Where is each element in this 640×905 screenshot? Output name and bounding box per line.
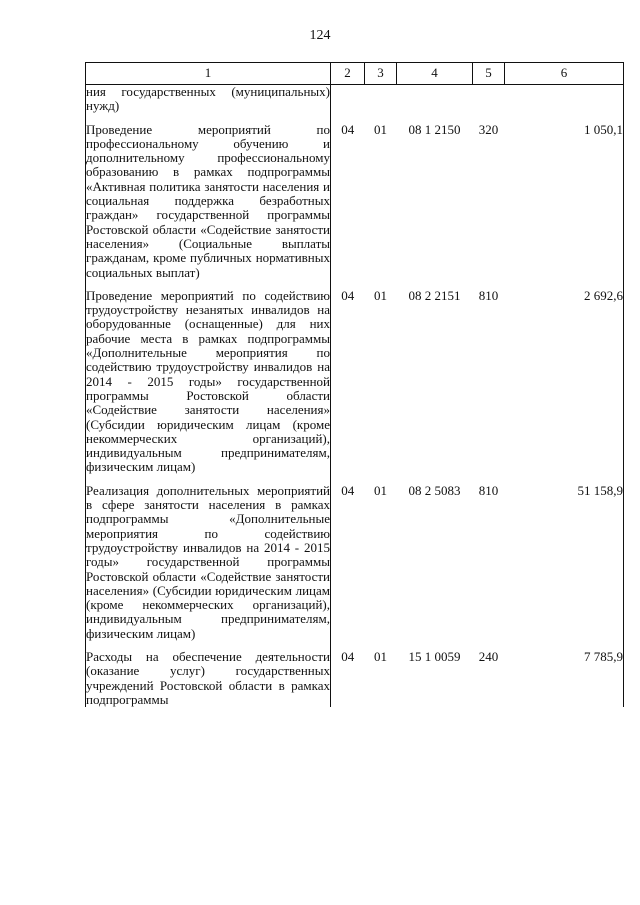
table-row: [86, 650, 624, 707]
row-description: Расходы на обеспечение деятельности (оказание услуг) государственных учреждений Ростовской области в рамках подпрограммы: [86, 648, 330, 707]
row-section: 04: [341, 482, 355, 498]
row-description: Реализация дополнительных мероприятий в сфере занятости населения в рамках подпрограммы «Дополнительные мероприятия по содействию трудоустройству инвалидов на 2014 - 2015 годы» государственной программы Ростовской области «Содействие занятости населения» (Субсидии юридическим лицам (кроме некоммерческих организаций), индивидуальным предпринимателям, физическим лицам): [86, 482, 330, 641]
row-expense-type: 320: [478, 121, 499, 137]
row-section: 04: [341, 287, 355, 303]
table-row: [86, 484, 624, 641]
row-section: 04: [341, 121, 355, 137]
row-target-article: 08 2 2151: [408, 287, 461, 303]
header-col-4: 4: [397, 63, 473, 85]
row-amount: 51 158,9: [505, 484, 624, 641]
row-section: [331, 85, 365, 114]
row-description: ния государственных (муниципальных) нужд): [86, 84, 330, 114]
row-target-article: 15 1 0059: [408, 648, 461, 664]
row-section: 04: [341, 648, 355, 664]
row-amount: [505, 85, 624, 114]
header-col-1: 1: [86, 63, 331, 85]
header-col-2: 2: [331, 63, 365, 85]
table-row: [86, 85, 624, 114]
row-subsection: 01: [374, 648, 387, 664]
row-target-article: [397, 85, 473, 114]
row-description: Проведение мероприятий по профессиональному обучению и дополнительному профессиональному образованию в рамках подпрограммы «Активная политика занятости населения и социальная поддержка безработных граждан» государственной программы Ростовской области «Содействие занятости населения» (Социальные выплаты гражданам, кроме публичных нормативных социальных выплат): [86, 121, 330, 280]
budget-table: [85, 62, 624, 707]
row-expense-type: 240: [478, 648, 499, 664]
row-amount: 2 692,6: [505, 289, 624, 475]
row-subsection: 01: [374, 121, 387, 137]
row-subsection: 01: [374, 482, 387, 498]
row-target-article: 08 2 5083: [408, 482, 461, 498]
header-col-3: 3: [365, 63, 397, 85]
table-row: [86, 289, 624, 475]
page-number: 124: [309, 28, 331, 43]
row-expense-type: 810: [478, 287, 499, 303]
row-description: Проведение мероприятий по содействию трудоустройству незанятых инвалидов на оборудованные (оснащенные) для них рабочие места в рамках подпрограммы «Дополнительные мероприятия по содействию трудоустройству инвалидов на 2014 - 2015 годы» государственной программы Ростовской области «Содействие занятости населения» (Субсидии юридическим лицам (кроме некоммерческих организаций), индивидуальным предпринимателям, физическим лицам): [86, 287, 330, 475]
row-expense-type: 810: [478, 482, 499, 498]
row-subsection: 01: [374, 287, 387, 303]
row-amount: 1 050,1: [505, 123, 624, 280]
row-amount: 7 785,9: [505, 650, 624, 707]
row-expense-type: [473, 85, 505, 114]
table-header-row: [86, 63, 624, 85]
table-row: [86, 123, 624, 280]
row-subsection: [365, 85, 397, 114]
row-target-article: 08 1 2150: [408, 121, 461, 137]
header-col-6: 6: [505, 63, 624, 85]
header-col-5: 5: [473, 63, 505, 85]
